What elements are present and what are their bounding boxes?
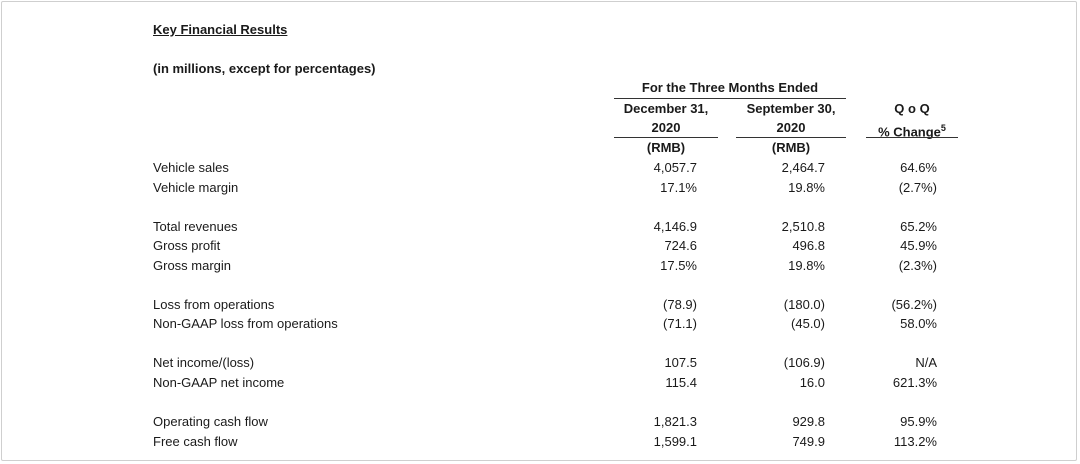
row-label: Free cash flow — [153, 434, 238, 449]
dec-value: 107.5 — [664, 355, 697, 370]
dec-value: 1,599.1 — [653, 434, 697, 449]
dec-value: (78.9) — [663, 297, 697, 312]
qoq-value: (2.7%) — [898, 180, 937, 195]
sep-value: 19.8% — [788, 258, 825, 273]
sep-value: (45.0) — [791, 316, 825, 331]
row-label: Vehicle margin — [153, 180, 239, 195]
dec-value: 724.6 — [664, 238, 697, 253]
qoq-value: (56.2%) — [891, 297, 937, 312]
period-header: For the Three Months Ended — [641, 80, 819, 95]
col-sep-header-line1: September 30, — [746, 101, 836, 116]
sep-value: (106.9) — [783, 355, 825, 370]
row-label: Vehicle sales — [153, 160, 229, 175]
sep-value: 2,464.7 — [781, 160, 825, 175]
sep-value: (180.0) — [783, 297, 825, 312]
row-label: Operating cash flow — [153, 414, 268, 429]
col-dec-header-rule — [614, 137, 718, 138]
qoq-value: 113.2% — [893, 434, 937, 449]
row-label: Non-GAAP net income — [153, 375, 285, 390]
col-qoq-header-rule — [866, 137, 958, 138]
qoq-value: 58.0% — [900, 316, 937, 331]
sep-value: 749.9 — [792, 434, 825, 449]
row-label: Net income/(loss) — [153, 355, 255, 370]
dec-value: (71.1) — [663, 316, 697, 331]
qoq-value: 45.9% — [900, 238, 937, 253]
row-label: Gross margin — [153, 258, 232, 273]
document-title: Key Financial Results — [153, 22, 288, 37]
dec-value: 4,057.7 — [653, 160, 697, 175]
col-sep-header-rule — [736, 137, 846, 138]
sep-value: 929.8 — [792, 414, 825, 429]
units-note: (in millions, except for percentages) — [153, 61, 376, 76]
qoq-value: 65.2% — [900, 219, 937, 234]
sep-value: 19.8% — [788, 180, 825, 195]
col-qoq-header-line1: Q o Q — [894, 101, 930, 116]
col-qoq-header-text: % Change — [878, 124, 941, 140]
col-sep-header-line2: 2020 — [776, 120, 806, 135]
qoq-value: (2.3%) — [898, 258, 937, 273]
row-label: Non-GAAP loss from operations — [153, 316, 338, 331]
dec-value: 1,821.3 — [653, 414, 697, 429]
qoq-value: 95.9% — [900, 414, 937, 429]
row-label: Total revenues — [153, 219, 238, 234]
sep-value: 496.8 — [792, 238, 825, 253]
dec-value: 115.4 — [665, 375, 697, 390]
col-qoq-footnote: 5 — [940, 123, 946, 133]
col-sep-unit: (RMB) — [771, 140, 811, 155]
period-header-rule — [614, 98, 846, 99]
dec-value: 17.5% — [660, 258, 697, 273]
row-label: Gross profit — [153, 238, 221, 253]
dec-value: 4,146.9 — [653, 219, 697, 234]
col-dec-header-line2: 2020 — [651, 120, 681, 135]
qoq-value: 64.6% — [900, 160, 937, 175]
sep-value: 16.0 — [799, 375, 825, 390]
qoq-value: N/A — [915, 355, 937, 370]
dec-value: 17.1% — [660, 180, 697, 195]
sep-value: 2,510.8 — [781, 219, 825, 234]
qoq-value: 621.3% — [892, 375, 937, 390]
col-dec-unit: (RMB) — [646, 140, 686, 155]
row-label: Loss from operations — [153, 297, 275, 312]
col-dec-header-line1: December 31, — [623, 101, 709, 116]
